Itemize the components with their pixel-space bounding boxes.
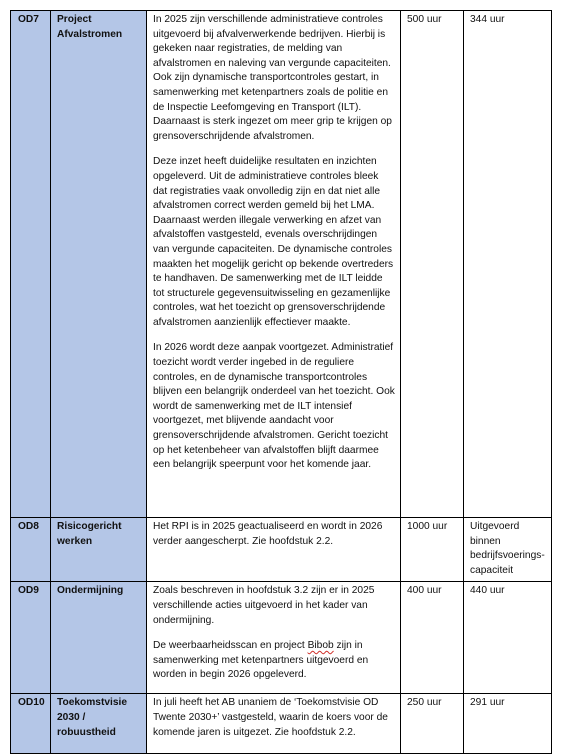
actual-hours: 344 uur xyxy=(464,11,552,518)
row-title: Toekomstvisie 2030 / robuustheid xyxy=(51,694,147,754)
description-paragraph xyxy=(153,639,395,683)
description-paragraph: In juli heeft het AB unaniem de ‘Toekomstvisie OD Twente 2030+’ vastgesteld, waarin de koers voor de komende jaren is uitgezet. Zie hoofdstuk 2.2. xyxy=(153,697,388,738)
spellcheck-flagged-word[interactable]: Bibob xyxy=(307,640,334,652)
description-paragraph: Deze inzet heeft duidelijke resultaten en inzichten opgeleverd. Uit de administratieve controles bleek dat registraties vaak onvolledig zijn en dat niet alle afvalstromen correct werden gemeld bij het LMA. Daarnaast werden illegale verwerking en afzet van afvalstoffen vastgesteld, evenals overschrijdingen van vergunde capaciteiten. De dynamische controles maakten het mogelijk gericht op bekende overtreders te handhaven. De samenwerking met de ILT leidde tot structurele gegevensuitwisseling en gezamenlijke controles, wat het toezicht op grensoverschrijdende afvalstromen aanzienlijk effectiever maakte. xyxy=(153,156,394,328)
row-description xyxy=(147,518,401,582)
row-title: Project Afvalstromen xyxy=(51,11,147,518)
description-paragraph: In 2026 wordt deze aanpak voortgezet. Administratief toezicht wordt verder ingebed in de reguliere controles, en de dynamische transportcontroles blijven een belangrijk onderdeel van het toezicht. Ook wordt de samenwerking met de ILT intensief voortgezet, met blijvende aandacht voor grensoverschrijdende afvalstromen. Gericht toezicht op het ketenbeheer van afvalstoffen blijft daarmee een belangrijk speerpunt voor het komende jaar. xyxy=(153,342,395,471)
planned-hours: 500 uur xyxy=(401,11,464,518)
planned-hours: 400 uur xyxy=(401,582,464,694)
od-projects-table xyxy=(10,10,552,754)
table-row xyxy=(11,518,552,582)
paragraph-text: zijn in samenwerking met ketenpartners uitgevoerd en worden in begin 2026 opgeleverd. xyxy=(153,640,369,681)
table-row xyxy=(11,694,552,754)
row-title: Ondermijning xyxy=(51,582,147,694)
planned-hours: 1000 uur xyxy=(401,518,464,582)
row-description xyxy=(147,694,401,754)
description-paragraph: Het RPI is in 2025 geactualiseerd en wordt in 2026 verder aangescherpt. Zie hoofdstuk 2.2. xyxy=(153,521,383,547)
actual-hours: 440 uur xyxy=(464,582,552,694)
paragraph-text: De weerbaarheidsscan en project xyxy=(153,640,308,652)
row-title: Risicogericht werken xyxy=(51,518,147,582)
table-row xyxy=(11,11,552,518)
row-description xyxy=(147,582,401,694)
actual-hours: 291 uur xyxy=(464,694,552,754)
row-code: OD10 xyxy=(11,694,51,754)
table-row xyxy=(11,582,552,694)
row-description xyxy=(147,11,401,518)
planned-hours: 250 uur xyxy=(401,694,464,754)
actual-hours: Uitgevoerd binnen bedrijfsvoerings-capaciteit xyxy=(464,518,552,582)
row-code: OD9 xyxy=(11,582,51,694)
description-paragraph: Zoals beschreven in hoofdstuk 3.2 zijn er in 2025 verschillende acties uitgevoerd in het kader van ondermijning. xyxy=(153,585,375,626)
description-paragraph: In 2025 zijn verschillende administratieve controles uitgevoerd bij afvalverwerkende bedrijven. Hierbij is gekeken naar registraties, de melding van afvalstromen en naleving van vergunde capaciteiten. Ook zijn dynamische transportcontroles gestart, in samenwerking met ketenpartners zoals de politie en de Inspectie Leefomgeving en Transport (ILT). Daarnaast is sterk ingezet om meer grip te krijgen op grensoverschrijdende afvalstromen. xyxy=(153,14,392,142)
row-code: OD8 xyxy=(11,518,51,582)
row-code: OD7 xyxy=(11,11,51,518)
